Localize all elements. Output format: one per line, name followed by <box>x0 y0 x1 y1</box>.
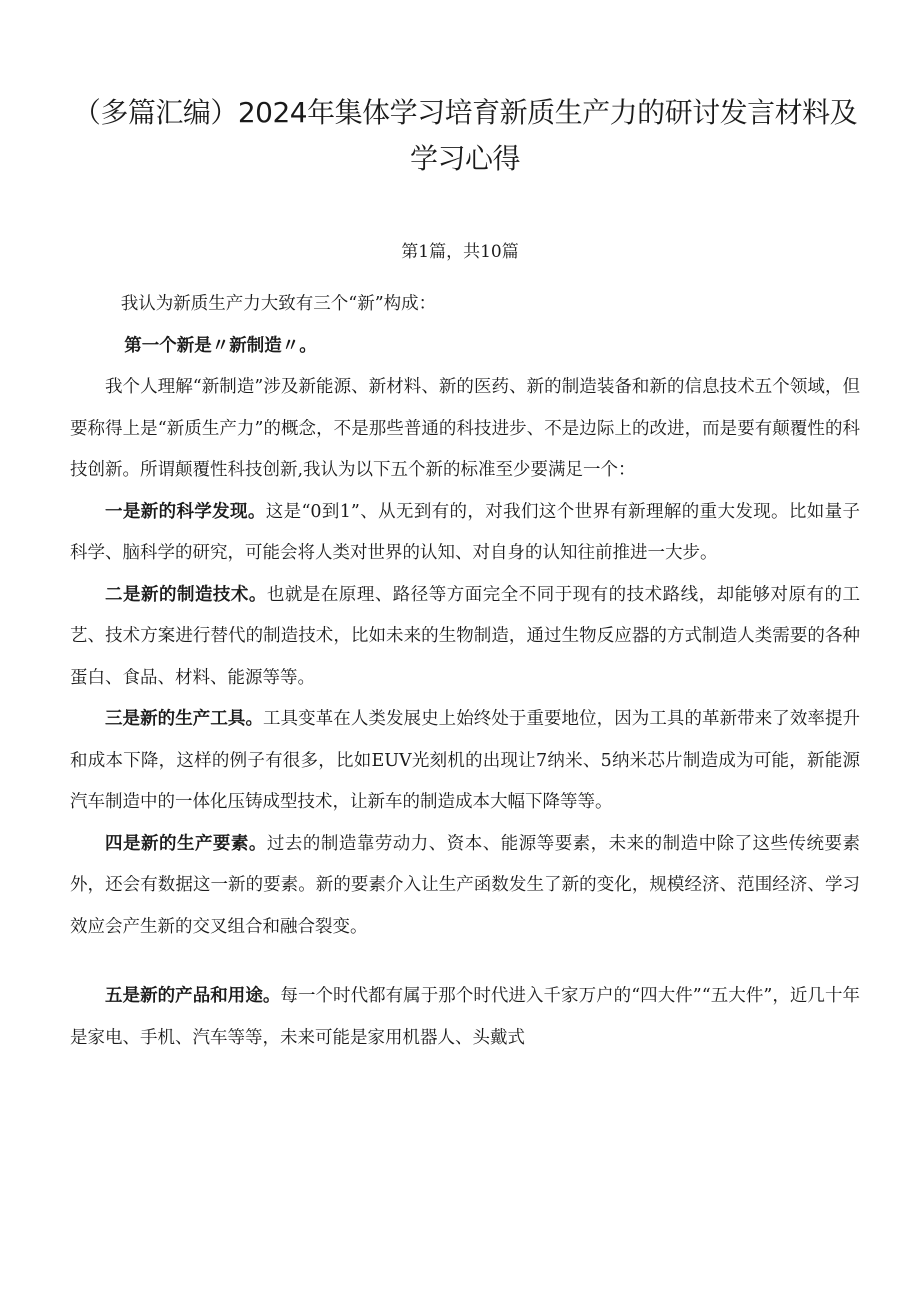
item-lead: 三是新的生产工具。 <box>105 709 264 729</box>
paragraph-gap <box>70 948 860 976</box>
item-text: 过去的制造靠劳动力、资本、能源等要素，未来的制造中除了这些传统要素外，还会有数据这一新的要素。新的要素介入让生产函数发生了新的变化，规模经济、范围经济、学习效应会产生新的交叉组合和融合裂变。 <box>70 833 860 937</box>
item-text: 也就是在原理、路径等方面完全不同于现有的技术路线，却能够对原有的工艺、技术方案进行替代的制造技术，比如未来的生物制造，通过生物反应器的方式制造人类需要的各种蛋白、食品、材料、能源等等。 <box>70 584 860 688</box>
item-lead: 四是新的生产要素。 <box>105 833 267 854</box>
list-item <box>70 976 860 1059</box>
item-text: 工具变革在人类发展史上始终处于重要地位，因为工具的革新带来了效率提升和成本下降，这样的例子有很多，比如EUV光刻机的出现让7纳米、5纳米芯片制造成为可能，新能源汽车制造中的一体化压铸成型技术，让新车的制造成本大幅下降等等。 <box>70 709 861 812</box>
intro-paragraph: 我认为新质生产力大致有三个“新”构成： <box>120 294 437 314</box>
document-title: （多篇汇编）2024年集体学习培育新质生产力的研讨发言材料及学习心得 <box>72 96 858 175</box>
item-lead: 五是新的产品和用途。 <box>105 986 281 1006</box>
section-heading: 第一个新是〃新制造〃。 <box>124 335 317 356</box>
item-text: 每一个时代都有属于那个时代进入千家万户的“四大件”“五大件”，近几十年是家电、手机、汽车等等，未来可能是家用机器人、头戴式 <box>70 986 860 1048</box>
document-body <box>70 284 860 1059</box>
item-text: 这是“0到1”、从无到有的，对我们这个世界有新理解的重大发现。比如量子科学、脑科学的研究，可能会将人类对世界的认知、对自身的认知往前推进一大步。 <box>70 501 860 563</box>
list-item <box>70 699 860 824</box>
item-lead: 二是新的制造技术。 <box>105 584 267 605</box>
list-item <box>70 492 860 575</box>
document-subtitle: 第1篇，共10篇 <box>401 242 519 262</box>
list-item <box>70 575 860 700</box>
body-paragraph: 我个人理解“新制造”涉及新能源、新材料、新的医药、新的制造装备和新的信息技术五个领域，但要称得上是“新质生产力”的概念，不是那些普通的科技进步、不是边际上的改进，而是要有颠覆性的科技创新。所谓颠覆性科技创新,我认为以下五个新的标准至少要满足一个： <box>70 377 860 480</box>
list-item <box>70 824 860 949</box>
item-lead: 一是新的科学发现。 <box>105 501 266 522</box>
